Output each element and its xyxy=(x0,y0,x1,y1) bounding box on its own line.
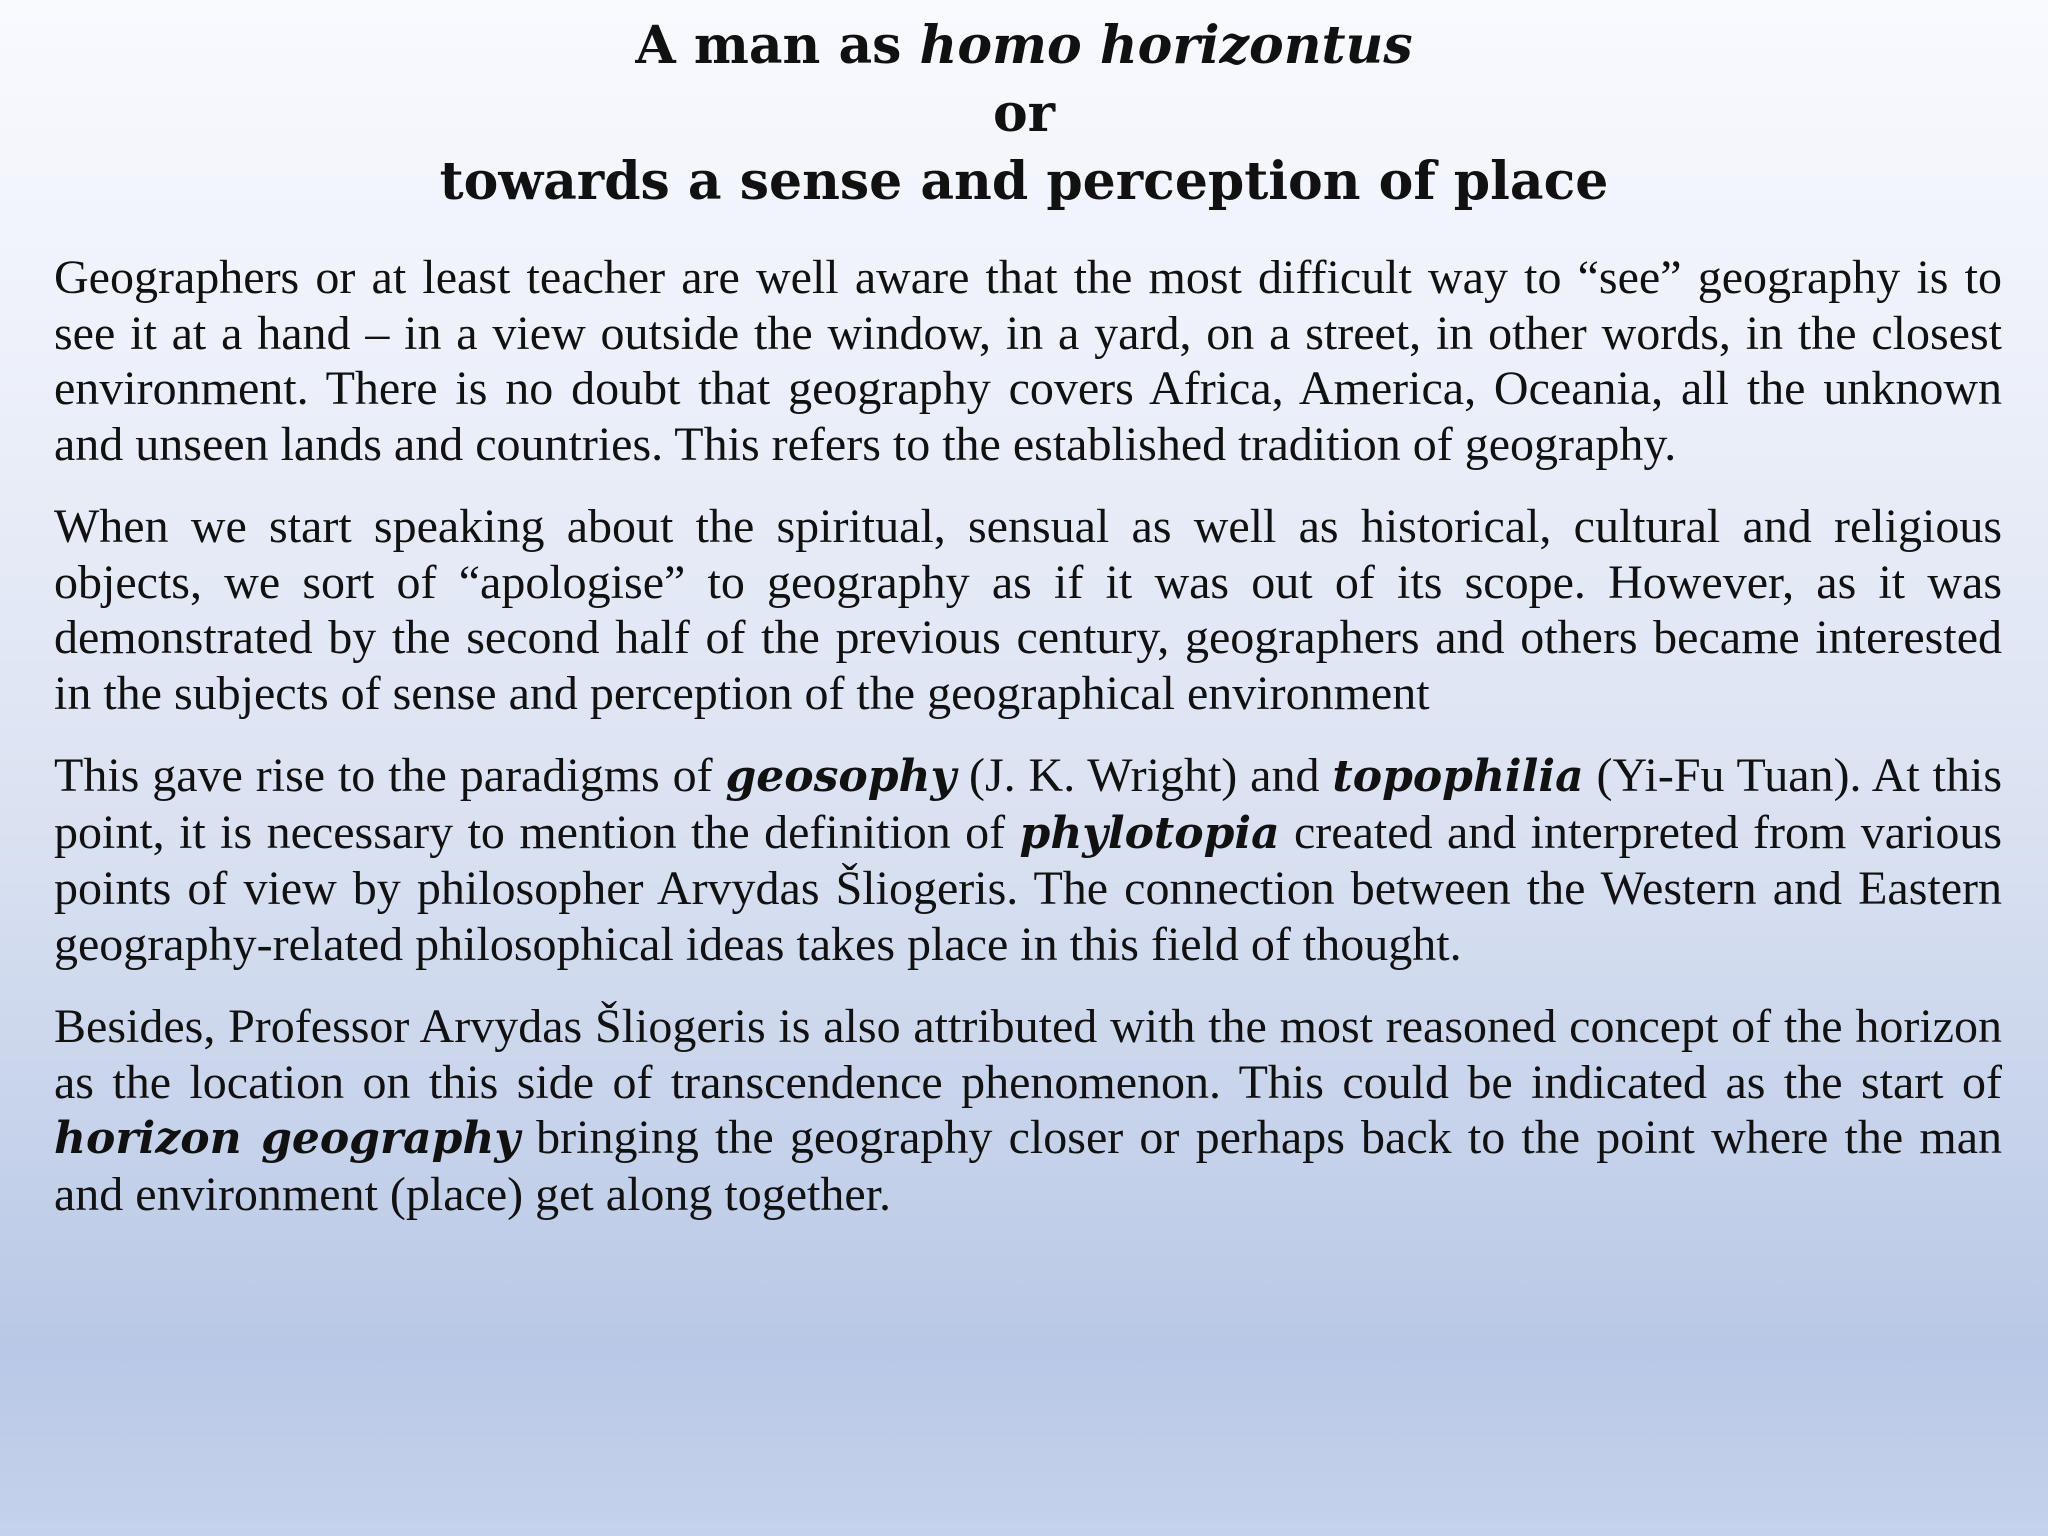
p3-text-4: created and interpreted from various points of view by philosopher Arvydas Šliogeris. The connection between the Western and Eastern geography-related philosophical ideas takes place in this field of thought. xyxy=(54,805,2003,971)
paragraph-3 xyxy=(54,748,2002,972)
term-phylotopia: phylotopia xyxy=(1019,807,1280,859)
term-horizon-geography: horizon geography xyxy=(54,1113,520,1164)
paragraph-4 xyxy=(54,999,2002,1222)
title-line-1 xyxy=(0,12,2048,80)
p3-text-3: (Yi-Fu Tuan). At this point, it is necessary to mention the definition of xyxy=(54,749,2002,859)
title-line-2: or xyxy=(992,83,1056,144)
p3-text-2: (J. K. Wright) and xyxy=(956,749,1333,802)
title-prefix: A man as xyxy=(635,15,920,76)
p4-text-1: Besides, Professor Arvydas Šliogeris is also attributed with the most reasoned concept of the horizon as the location on this side of transcendence phenomenon. This could be indicated as the start of xyxy=(54,1000,2002,1109)
term-geosophy: geosophy xyxy=(725,751,957,802)
title-line-3: towards a sense and perception of place xyxy=(439,151,1609,212)
title-italic-term: homo horizontus xyxy=(919,15,1413,76)
slide-title xyxy=(0,12,2048,216)
slide-body xyxy=(54,250,2002,1249)
p3-text-1: This gave rise to the paradigms of xyxy=(54,749,726,802)
p4-text-2: bringing the geography closer or perhaps back to the point where the man and environment (place) get along together. xyxy=(54,1111,2003,1221)
term-topophilia: topophilia xyxy=(1332,751,1584,802)
paragraph-1: Geographers or at least teacher are well aware that the most difficult way to “see” geography is to see it at a hand – in a view outside the window, in a yard, on a street, in other words, in the closest environment. There is no doubt that geography covers Africa, America, Oceania, all the unknown and unseen lands and countries. This refers to the established tradition of geography. xyxy=(54,251,2002,471)
paragraph-2: When we start speaking about the spiritual, sensual as well as historical, cultural and religious objects, we sort of “apologise” to geography as if it was out of its scope. However, as it was demonstrated by the second half of the previous century, geographers and others became interested in the subjects of sense and perception of the geographical environment xyxy=(54,500,2002,720)
